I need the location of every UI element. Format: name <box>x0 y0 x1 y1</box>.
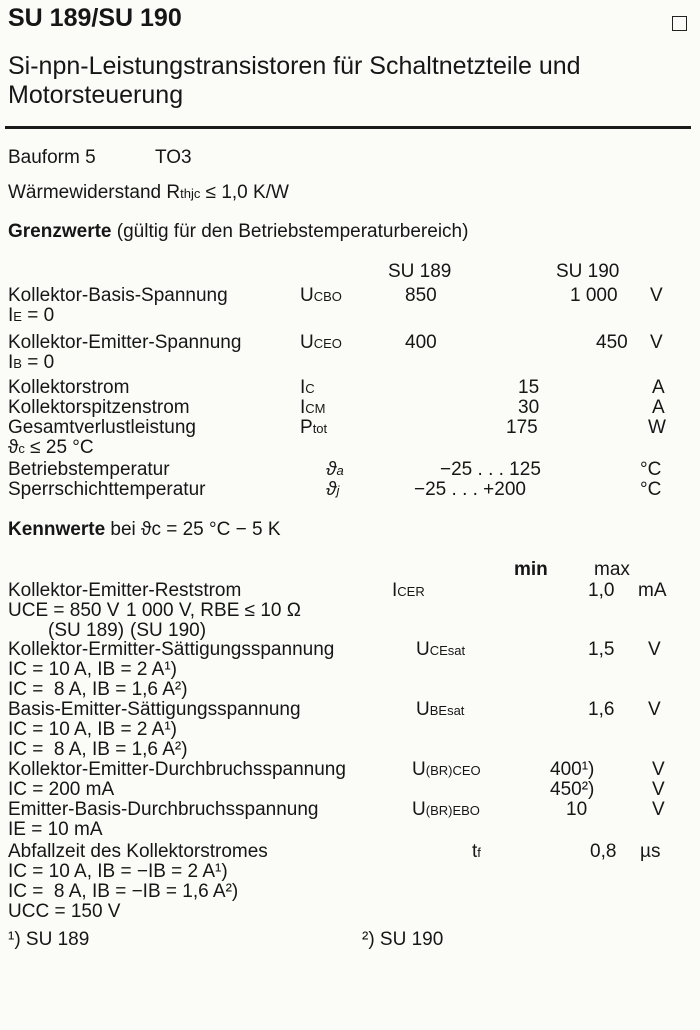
char-condition: UCC = 150 V <box>8 901 121 922</box>
footnote-1: ¹) SU 189 <box>8 929 90 950</box>
char-condition: UCE = 850 V <box>8 600 120 621</box>
char-max: 0,8 <box>590 841 617 862</box>
limit-name: Kollektor-Basis-Spannung <box>8 285 228 306</box>
package-value: TO3 <box>155 147 192 168</box>
char-condition: IC = 200 mA <box>8 779 115 800</box>
char-name: Kollektor-Ermitter-Sättigungsspannung <box>8 639 335 660</box>
char-max: 1,0 <box>588 580 615 601</box>
char-symbol: UBEsat <box>416 699 465 720</box>
col-min: min <box>514 559 548 580</box>
char-condition: IC = 8 A, IB = 1,6 A²) <box>8 679 188 700</box>
limit-symbol: IC <box>300 377 315 398</box>
char-min: 400¹) <box>550 759 595 780</box>
char-symbol: tf <box>472 841 481 862</box>
char-condition: IC = 8 A, IB = 1,6 A²) <box>8 739 188 760</box>
char-symbol: U(BR)CEO <box>412 759 481 780</box>
limit-name: Betriebstemperatur <box>8 459 170 480</box>
char-unit: V <box>648 699 661 720</box>
limit-condition: ϑc ≤ 25 °C <box>8 437 94 458</box>
col-max: max <box>594 559 630 580</box>
char-name: Basis-Emitter-Sättigungsspannung <box>8 699 301 720</box>
char-max: 1,6 <box>588 699 615 720</box>
char-condition: 1 000 V, RBE ≤ 10 Ω <box>126 600 301 621</box>
char-symbol: UCEsat <box>416 639 466 660</box>
char-min: 450²) <box>550 779 595 800</box>
char-name: Kollektor-Emitter-Reststrom <box>8 580 242 601</box>
char-condition: IC = 8 A, IB = −IB = 1,6 A²) <box>8 881 239 902</box>
limit-unit: V <box>650 332 663 353</box>
col-su189: SU 189 <box>388 261 452 282</box>
char-condition: (SU 190) <box>130 620 207 641</box>
limit-value: −25 . . . +200 <box>414 479 526 500</box>
char-condition: (SU 189) <box>48 620 125 641</box>
limit-name: Kollektor-Emitter-Spannung <box>8 332 242 353</box>
limit-symbol: UCEO <box>300 332 342 353</box>
limit-value: 15 <box>518 377 540 398</box>
limit-unit: A <box>652 397 665 418</box>
limit-condition: IB = 0 <box>8 352 55 373</box>
limit-name: Gesamtverlustleistung <box>8 417 196 438</box>
limit-name: Sperrschichttemperatur <box>8 479 206 500</box>
subtitle-line-1: Si-npn-Leistungstransistoren für Schaltnetzteile und <box>8 52 581 80</box>
limit-name: Kollektorstrom <box>8 377 130 398</box>
char-name: Abfallzeit des Kollektorstromes <box>8 841 268 862</box>
limit-value: 175 <box>506 417 538 438</box>
char-max: 1,5 <box>588 639 615 660</box>
char-condition: IE = 10 mA <box>8 819 103 840</box>
char-condition: IC = 10 A, IB = −IB = 2 A¹) <box>8 861 228 882</box>
thermal-resistance: Wärmewiderstand Rthjc ≤ 1,0 K/W <box>8 182 289 203</box>
limit-unit: °C <box>640 479 662 500</box>
char-symbol: ICER <box>392 580 425 601</box>
col-su190: SU 190 <box>556 261 620 282</box>
char-condition: IC = 10 A, IB = 2 A¹) <box>8 719 177 740</box>
limit-symbol: UCBO <box>300 285 342 306</box>
limit-value-su189: 850 <box>405 285 437 306</box>
divider <box>5 126 691 129</box>
limit-symbol: Ptot <box>300 417 328 438</box>
limit-value-su189: 400 <box>405 332 437 353</box>
limit-symbol: ICM <box>300 397 326 418</box>
limit-unit: °C <box>640 459 662 480</box>
limit-value-su190: 450 <box>596 332 628 353</box>
limit-unit: A <box>652 377 665 398</box>
limit-symbol: ϑj <box>326 479 340 500</box>
char-min: 10 <box>566 799 588 820</box>
limit-unit: W <box>648 417 666 438</box>
char-unit: V <box>652 779 665 800</box>
limit-value: −25 . . . 125 <box>440 459 541 480</box>
char-symbol: U(BR)EBO <box>412 799 480 820</box>
char-unit: V <box>648 639 661 660</box>
char-name: Emitter-Basis-Durchbruchsspannung <box>8 799 319 820</box>
limit-unit: V <box>650 285 663 306</box>
char-unit: V <box>652 759 665 780</box>
limit-symbol: ϑa <box>326 459 344 480</box>
limit-value: 30 <box>518 397 540 418</box>
char-name: Kollektor-Emitter-Durchbruchsspannung <box>8 759 346 780</box>
char-unit: mA <box>638 580 667 601</box>
footnote-2: ²) SU 190 <box>362 929 444 950</box>
limits-heading: Grenzwerte (gültig für den Betriebstemperaturbereich) <box>8 221 469 242</box>
checkbox-icon <box>672 16 687 31</box>
subtitle-line-2: Motorsteuerung <box>8 81 184 109</box>
limit-name: Kollektorspitzenstrom <box>8 397 190 418</box>
document-title: SU 189/SU 190 <box>8 4 182 32</box>
char-condition: IC = 10 A, IB = 2 A¹) <box>8 659 177 680</box>
limit-condition: IE = 0 <box>8 305 55 326</box>
char-unit: µs <box>640 841 661 862</box>
characteristics-heading: Kennwerte bei ϑc = 25 °C − 5 K <box>8 519 281 540</box>
char-unit: V <box>652 799 665 820</box>
package-label: Bauform 5 <box>8 147 96 168</box>
limit-value-su190: 1 000 <box>570 285 618 306</box>
